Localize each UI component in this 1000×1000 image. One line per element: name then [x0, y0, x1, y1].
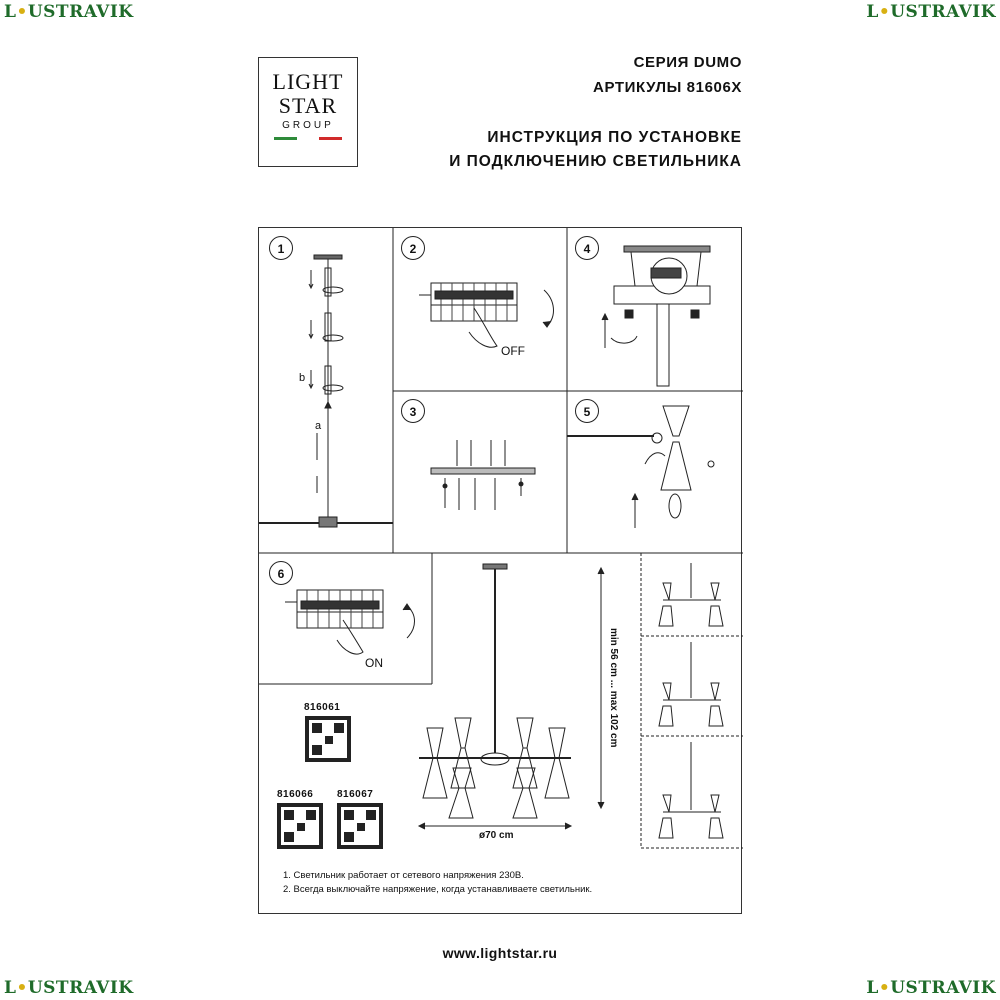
- article-code-816066: 816066: [277, 789, 314, 800]
- variant-thumbnails: [659, 563, 723, 838]
- step-number-3: 3: [401, 399, 425, 423]
- diameter-dimension: ø70 cm: [479, 830, 514, 841]
- article-code-816067: 816067: [337, 789, 374, 800]
- logo-word-group: GROUP: [282, 120, 334, 131]
- label-b: b: [299, 372, 306, 384]
- step-number-2: 2: [401, 236, 425, 260]
- qr-codes: [277, 716, 383, 849]
- height-dimension: min 56 cm ... max 102 cm: [608, 628, 619, 748]
- article-code-816061: 816061: [304, 702, 341, 713]
- instruction-sheet: [258, 227, 742, 914]
- step-number-5: 5: [575, 399, 599, 423]
- flag-green: [274, 137, 297, 140]
- off-label: OFF: [501, 344, 525, 358]
- chandelier-drawing: [419, 564, 604, 829]
- step6-drawing: [285, 590, 415, 654]
- watermark-top-right: L•USTRAVIK: [866, 2, 996, 22]
- note-voltage: 1. Светильник работает от сетевого напряжения 230В.: [283, 870, 524, 881]
- step-number-4: 4: [575, 236, 599, 260]
- instruction-drawings: [259, 228, 743, 915]
- instruction-title-line2: И ПОДКЛЮЧЕНИЮ СВЕТИЛЬНИКА: [449, 153, 742, 170]
- logo-flag-stripe: [274, 137, 342, 140]
- step5-drawing: [567, 406, 714, 528]
- series-title: СЕРИЯ DUMO: [633, 54, 742, 71]
- watermark-bottom-left: L•USTRAVIK: [4, 978, 134, 998]
- website-url[interactable]: www.lightstar.ru: [442, 945, 558, 961]
- instruction-title-line1: ИНСТРУКЦИЯ ПО УСТАНОВКЕ: [487, 129, 742, 146]
- step1-drawing: [259, 255, 393, 527]
- watermark-bottom-right: L•USTRAVIK: [866, 978, 996, 998]
- label-a: a: [315, 420, 322, 432]
- brand-logo: [258, 57, 358, 167]
- logo-word-star: STAR: [278, 93, 338, 118]
- article-numbers: АРТИКУЛЫ 81606X: [593, 79, 742, 96]
- watermark-top-left: L•USTRAVIK: [4, 2, 134, 22]
- step-number-1: 1: [269, 236, 293, 260]
- on-label: ON: [365, 656, 383, 670]
- step2-drawing: [419, 283, 553, 347]
- note-safety: 2. Всегда выключайте напряжение, когда устанавливаете светильник.: [283, 884, 593, 895]
- flag-white: [297, 137, 320, 140]
- step4-drawing: [602, 246, 710, 386]
- logo-word-light: LIGHT: [272, 69, 344, 94]
- step3-drawing: [431, 440, 535, 510]
- flag-red: [319, 137, 342, 140]
- step-number-6: 6: [269, 561, 293, 585]
